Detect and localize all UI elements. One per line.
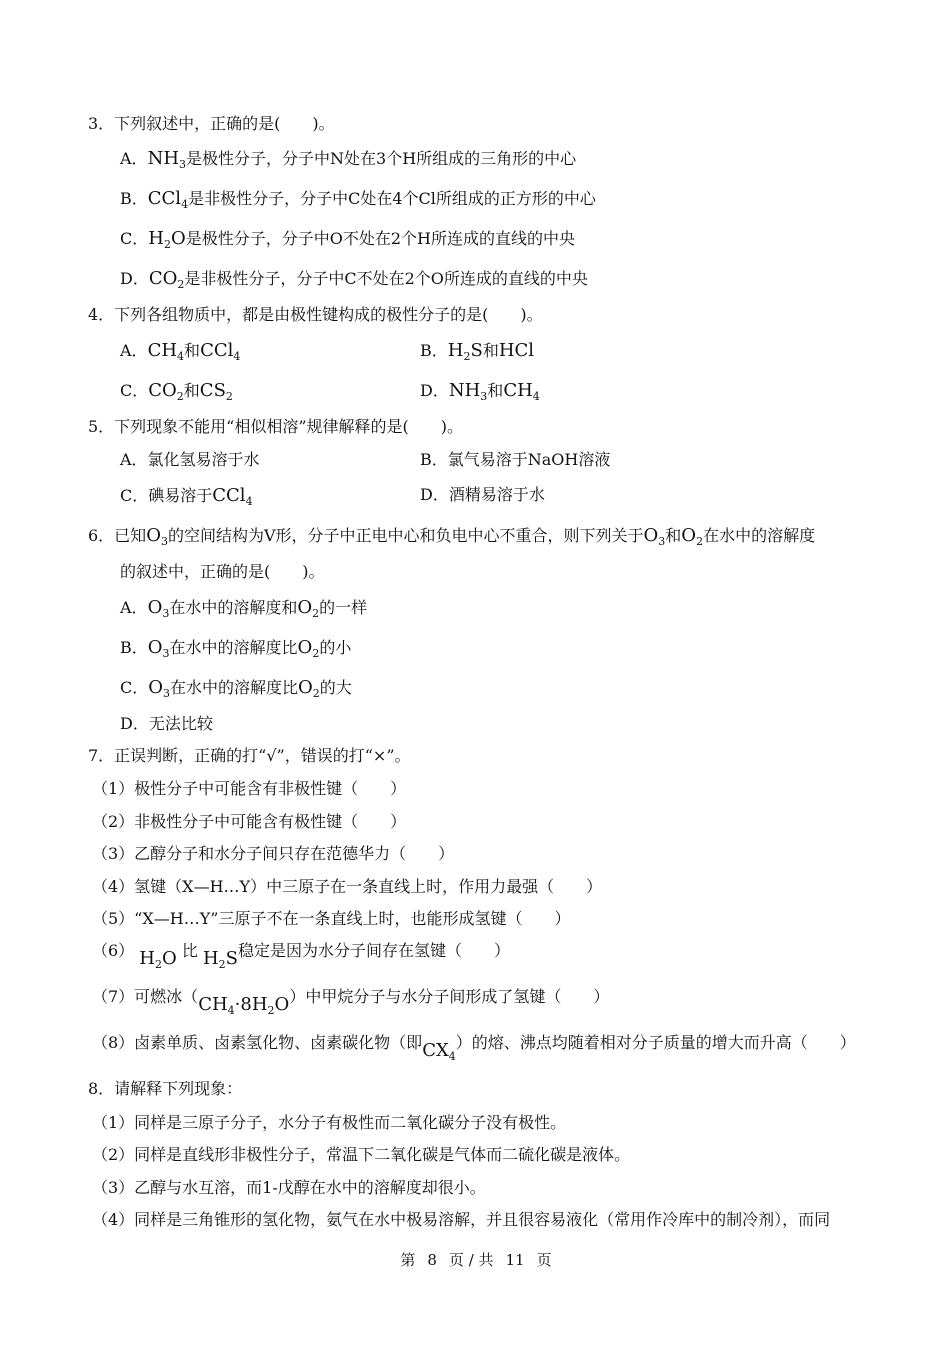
q6-stem-line2: 的叙述中，正确的是( )。 <box>120 562 325 581</box>
q8-item-4: （4）同样是三角锥形的氢化物，氨气在水中极易溶解，并且很容易液化（常用作冷库中的制冷剂），而同 <box>92 1210 831 1229</box>
q3-option-c: C．$H_2O$是极性分子，分子中O不处在2个H所连成的直线的中央 <box>120 228 575 251</box>
q4-stem: 4．下列各组物质中，都是由极性键构成的极性分子的是( )。 <box>88 305 543 324</box>
q4-option-d: D．$NH_3$和$CH_4$ <box>420 380 540 403</box>
q7-item-8: （8）卤素单质、卤素氢化物、卤素碳化物（即$CX_4$）的熔、沸点均随着相对分子质量的增大而升高（ ） <box>92 1033 856 1063</box>
q5-option-a: A．氯化氢易溶于水 <box>120 450 260 469</box>
current-page-number: 8 <box>427 1251 437 1269</box>
q7-item-3: （3）乙醇分子和水分子间只存在范德华力（ ） <box>92 844 455 863</box>
q7-item-5: （5）“X—H…Y”三原子不在一条直线上时，也能形成氢键（ ） <box>92 909 571 928</box>
q4-option-c: C．$CO_2$和$CS_2$ <box>120 380 233 403</box>
q7-item-1: （1）极性分子中可能含有非极性键（ ） <box>92 779 407 798</box>
q3-option-a: A．$NH_3$是极性分子，分子中N处在3个H所组成的三角形的中心 <box>120 148 577 171</box>
total-pages: 11 <box>505 1251 525 1269</box>
q5-option-d: D．酒精易溶于水 <box>420 485 545 504</box>
q3-option-b: B．CCl$_4$是非极性分子，分子中C处在4个Cl所组成的正方形的中心 <box>120 188 596 211</box>
q7-item-4: （4）氢键（X—H…Y）中三原子在一条直线上时，作用力最强（ ） <box>92 877 603 896</box>
q8-stem: 8．请解释下列现象： <box>88 1079 243 1098</box>
q7-stem: 7．正误判断，正确的打“√”，错误的打“×”。 <box>88 746 411 765</box>
q7-item-2: （2）非极性分子中可能含有极性键（ ） <box>92 812 407 831</box>
q8-item-1: （1）同样是三原子分子，水分子有极性而二氧化碳分子没有极性。 <box>92 1113 567 1132</box>
q6-option-b: B．$O_3$在水中的溶解度比$O_2$的小 <box>120 637 352 660</box>
q5-stem: 5．下列现象不能用“相似相溶”规律解释的是( )。 <box>88 417 464 436</box>
q6-stem-line1: 6．已知$O_3$的空间结构为V形，分子中正电中心和负电中心不重合，则下列关于$O_3$和$O_2$在水中的溶解度 <box>88 525 816 548</box>
q5-option-c: C．碘易溶于CCl$_4$ <box>120 485 253 508</box>
q3-stem: 3．下列叙述中，正确的是( )。 <box>88 114 335 133</box>
q4-option-b: B．$H_2S$和HCl <box>420 340 535 363</box>
page-footer: 第 8 页 / 共 11 页 <box>400 1251 552 1269</box>
q7-item-6: （6） $H_2O$ 比 $H_2S$稳定是因为水分子间存在氢键（ ） <box>92 941 511 971</box>
q3-option-d: D．$CO_2$是非极性分子，分子中C不处在2个O所连成的直线的中央 <box>120 268 588 291</box>
q6-option-a: A．$O_3$在水中的溶解度和$O_2$的一样 <box>120 597 368 620</box>
q5-option-b: B．氯气易溶于NaOH溶液 <box>420 450 611 469</box>
q7-item-7: （7）可燃冰$(CH_4\cdot 8H_2O)$中甲烷分子与水分子间形成了氢键（ ） <box>92 987 610 1017</box>
q4-option-a: A．$CH_4$和CCl$_4$ <box>120 340 241 363</box>
q6-option-c: C．$O_3$在水中的溶解度比$O_2$的大 <box>120 677 352 700</box>
q8-item-2: （2）同样是直线形非极性分子，常温下二氧化碳是气体而二硫化碳是液体。 <box>92 1145 631 1164</box>
q6-option-d: D．无法比较 <box>120 714 213 733</box>
q8-item-3: （3）乙醇与水互溶，而1-戊醇在水中的溶解度却很小。 <box>92 1178 486 1197</box>
